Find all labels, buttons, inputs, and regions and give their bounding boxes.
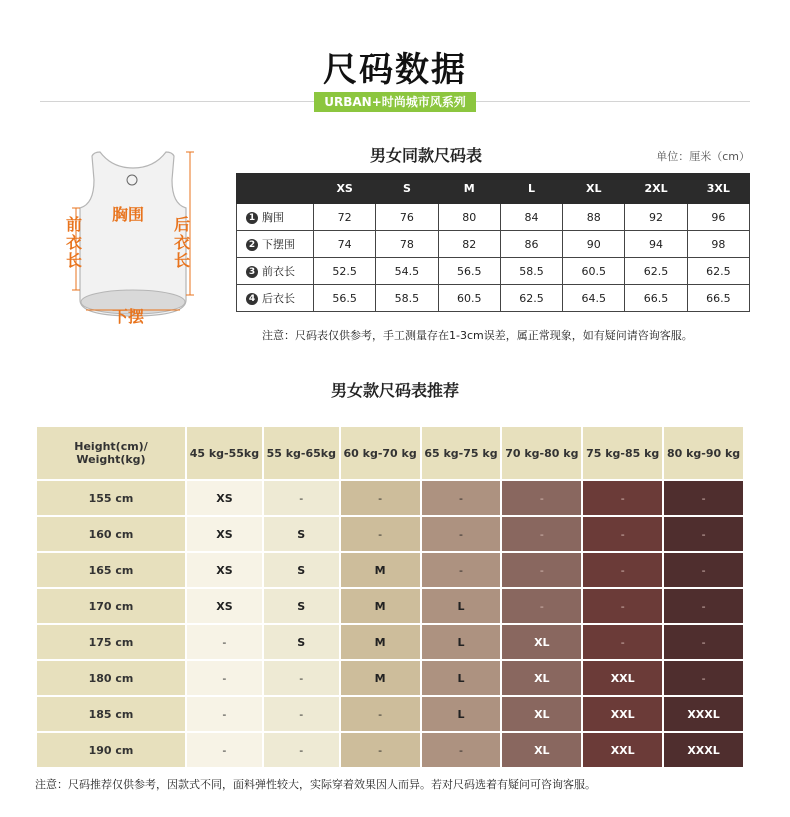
- table-cell: 56.5: [314, 285, 376, 312]
- recommend-col-header: Height(cm)/ Weight(kg): [37, 427, 185, 479]
- recommend-cell: -: [664, 517, 743, 551]
- table-row: [237, 285, 750, 312]
- table-row: [237, 204, 750, 231]
- recommend-cell: -: [583, 481, 662, 515]
- recommend-cell: XL: [502, 733, 581, 767]
- recommend-cell: S: [264, 517, 339, 551]
- table-row: [37, 517, 743, 551]
- table-row: [237, 258, 750, 285]
- height-cell: 185 cm: [37, 697, 185, 731]
- recommend-cell: M: [341, 589, 420, 623]
- row-label-text: 胸围: [262, 211, 284, 224]
- recommend-cell: -: [187, 697, 262, 731]
- recommend-col-header: 75 kg-85 kg: [583, 427, 662, 479]
- recommend-cell: -: [264, 733, 339, 767]
- recommend-cell: -: [664, 661, 743, 695]
- recommend-table: [35, 425, 745, 769]
- recommend-cell: -: [664, 589, 743, 623]
- recommend-cell: -: [341, 517, 420, 551]
- recommend-cell: XXXL: [664, 697, 743, 731]
- recommend-cell: M: [341, 661, 420, 695]
- recommend-cell: -: [664, 553, 743, 587]
- recommend-cell: -: [502, 481, 581, 515]
- recommend-col-header: 65 kg-75 kg: [422, 427, 501, 479]
- size-col-header: M: [438, 174, 500, 204]
- hem-label: 下摆: [112, 307, 145, 326]
- recommend-cell: -: [341, 733, 420, 767]
- recommend-cell: -: [664, 625, 743, 659]
- size-table-title: 男女同款尺码表: [369, 146, 482, 165]
- recommend-cell: -: [502, 553, 581, 587]
- row-label: [237, 285, 314, 312]
- recommend-cell: L: [422, 661, 501, 695]
- recommend-cell: XS: [187, 553, 262, 587]
- size-col-header: XS: [314, 174, 376, 204]
- row-number-badge: 4: [246, 293, 258, 305]
- recommend-cell: -: [264, 481, 339, 515]
- vest-figure: [68, 150, 198, 325]
- table-cell: 98: [687, 231, 749, 258]
- recommend-cell: XXL: [583, 661, 662, 695]
- recommend-cell: XXL: [583, 733, 662, 767]
- recommend-cell: XL: [502, 661, 581, 695]
- height-cell: 190 cm: [37, 733, 185, 767]
- recommend-cell: XS: [187, 517, 262, 551]
- table-cell: 74: [314, 231, 376, 258]
- recommend-cell: XL: [502, 697, 581, 731]
- table-row: [37, 553, 743, 587]
- table-cell: 92: [625, 204, 687, 231]
- table-cell: 58.5: [500, 258, 562, 285]
- table-row: [37, 733, 743, 767]
- recommend-cell: -: [187, 733, 262, 767]
- recommend-cell: -: [502, 589, 581, 623]
- recommend-cell: -: [264, 661, 339, 695]
- row-label-text: 下摆围: [262, 238, 295, 251]
- size-col-header: XL: [563, 174, 625, 204]
- recommend-cell: -: [502, 517, 581, 551]
- recommend-cell: -: [583, 625, 662, 659]
- table-cell: 82: [438, 231, 500, 258]
- row-label: [237, 231, 314, 258]
- recommend-cell: -: [341, 697, 420, 731]
- recommend-cell: XXL: [583, 697, 662, 731]
- table-cell: 80: [438, 204, 500, 231]
- row-number-badge: 2: [246, 239, 258, 251]
- recommend-col-header: 55 kg-65kg: [264, 427, 339, 479]
- chest-label: 胸围: [112, 205, 145, 224]
- height-cell: 170 cm: [37, 589, 185, 623]
- recommend-cell: XL: [502, 625, 581, 659]
- recommend-col-header: 80 kg-90 kg: [664, 427, 743, 479]
- size-col-header: 2XL: [625, 174, 687, 204]
- series-tag: URBAN+时尚城市风系列: [314, 92, 476, 112]
- recommend-cell: -: [422, 553, 501, 587]
- table-row: [37, 481, 743, 515]
- recommend-cell: L: [422, 589, 501, 623]
- table-cell: 60.5: [563, 258, 625, 285]
- height-cell: 175 cm: [37, 625, 185, 659]
- height-cell: 155 cm: [37, 481, 185, 515]
- recommend-table-note: 注意：尺码推荐仅供参考，因款式不同，面料弹性较大，实际穿着效果因人而异。若对尺码选着有疑问可咨询客服。: [35, 778, 596, 791]
- recommend-cell: -: [583, 553, 662, 587]
- row-label: [237, 258, 314, 285]
- row-label: [237, 204, 314, 231]
- table-cell: 62.5: [687, 258, 749, 285]
- recommend-cell: S: [264, 553, 339, 587]
- table-cell: 66.5: [687, 285, 749, 312]
- row-number-badge: 3: [246, 266, 258, 278]
- row-label-text: 后衣长: [262, 292, 295, 305]
- size-col-header: L: [500, 174, 562, 204]
- height-cell: 160 cm: [37, 517, 185, 551]
- size-table: [236, 173, 750, 312]
- recommend-cell: -: [422, 517, 501, 551]
- recommend-cell: -: [583, 517, 662, 551]
- table-cell: 78: [376, 231, 438, 258]
- recommend-cell: -: [187, 661, 262, 695]
- table-row: [37, 661, 743, 695]
- recommend-cell: -: [422, 481, 501, 515]
- recommend-cell: L: [422, 625, 501, 659]
- table-cell: 86: [500, 231, 562, 258]
- table-row: [37, 697, 743, 731]
- height-cell: 180 cm: [37, 661, 185, 695]
- table-cell: 52.5: [314, 258, 376, 285]
- table-cell: 62.5: [625, 258, 687, 285]
- table-row: [37, 625, 743, 659]
- row-number-badge: 1: [246, 212, 258, 224]
- table-cell: 54.5: [376, 258, 438, 285]
- size-col-header: S: [376, 174, 438, 204]
- recommend-cell: -: [664, 481, 743, 515]
- table-cell: 76: [376, 204, 438, 231]
- table-cell: 64.5: [563, 285, 625, 312]
- table-cell: 62.5: [500, 285, 562, 312]
- recommend-cell: XS: [187, 481, 262, 515]
- table-cell: 90: [563, 231, 625, 258]
- size-col-header: [237, 174, 314, 204]
- row-label-text: 前衣长: [262, 265, 295, 278]
- recommend-cell: XXXL: [664, 733, 743, 767]
- recommend-cell: -: [583, 589, 662, 623]
- size-table-note: 注意：尺码表仅供参考，手工测量存在1-3cm误差，属正常现象，如有疑问请咨询客服。: [262, 329, 693, 342]
- recommend-cell: M: [341, 553, 420, 587]
- size-col-header: 3XL: [687, 174, 749, 204]
- table-cell: 60.5: [438, 285, 500, 312]
- recommend-cell: L: [422, 697, 501, 731]
- front-length-label: 前衣长: [66, 215, 83, 270]
- table-cell: 58.5: [376, 285, 438, 312]
- size-table-unit: 单位：厘米（cm）: [656, 150, 750, 163]
- table-cell: 94: [625, 231, 687, 258]
- recommend-cell: S: [264, 625, 339, 659]
- table-cell: 66.5: [625, 285, 687, 312]
- recommend-cell: -: [341, 481, 420, 515]
- table-cell: 96: [687, 204, 749, 231]
- table-cell: 72: [314, 204, 376, 231]
- recommend-cell: XS: [187, 589, 262, 623]
- table-cell: 84: [500, 204, 562, 231]
- table-row: [237, 231, 750, 258]
- table-cell: 88: [563, 204, 625, 231]
- height-cell: 165 cm: [37, 553, 185, 587]
- recommend-table-title: 男女款尺码表推荐: [330, 381, 459, 400]
- recommend-col-header: 60 kg-70 kg: [341, 427, 420, 479]
- recommend-col-header: 70 kg-80 kg: [502, 427, 581, 479]
- recommend-col-header: 45 kg-55kg: [187, 427, 262, 479]
- recommend-cell: -: [187, 625, 262, 659]
- recommend-cell: M: [341, 625, 420, 659]
- page-title: 尺码数据: [323, 50, 467, 90]
- table-cell: 56.5: [438, 258, 500, 285]
- recommend-cell: S: [264, 589, 339, 623]
- recommend-cell: -: [264, 697, 339, 731]
- back-length-label: 后衣长: [174, 215, 191, 270]
- table-row: [37, 589, 743, 623]
- recommend-cell: -: [422, 733, 501, 767]
